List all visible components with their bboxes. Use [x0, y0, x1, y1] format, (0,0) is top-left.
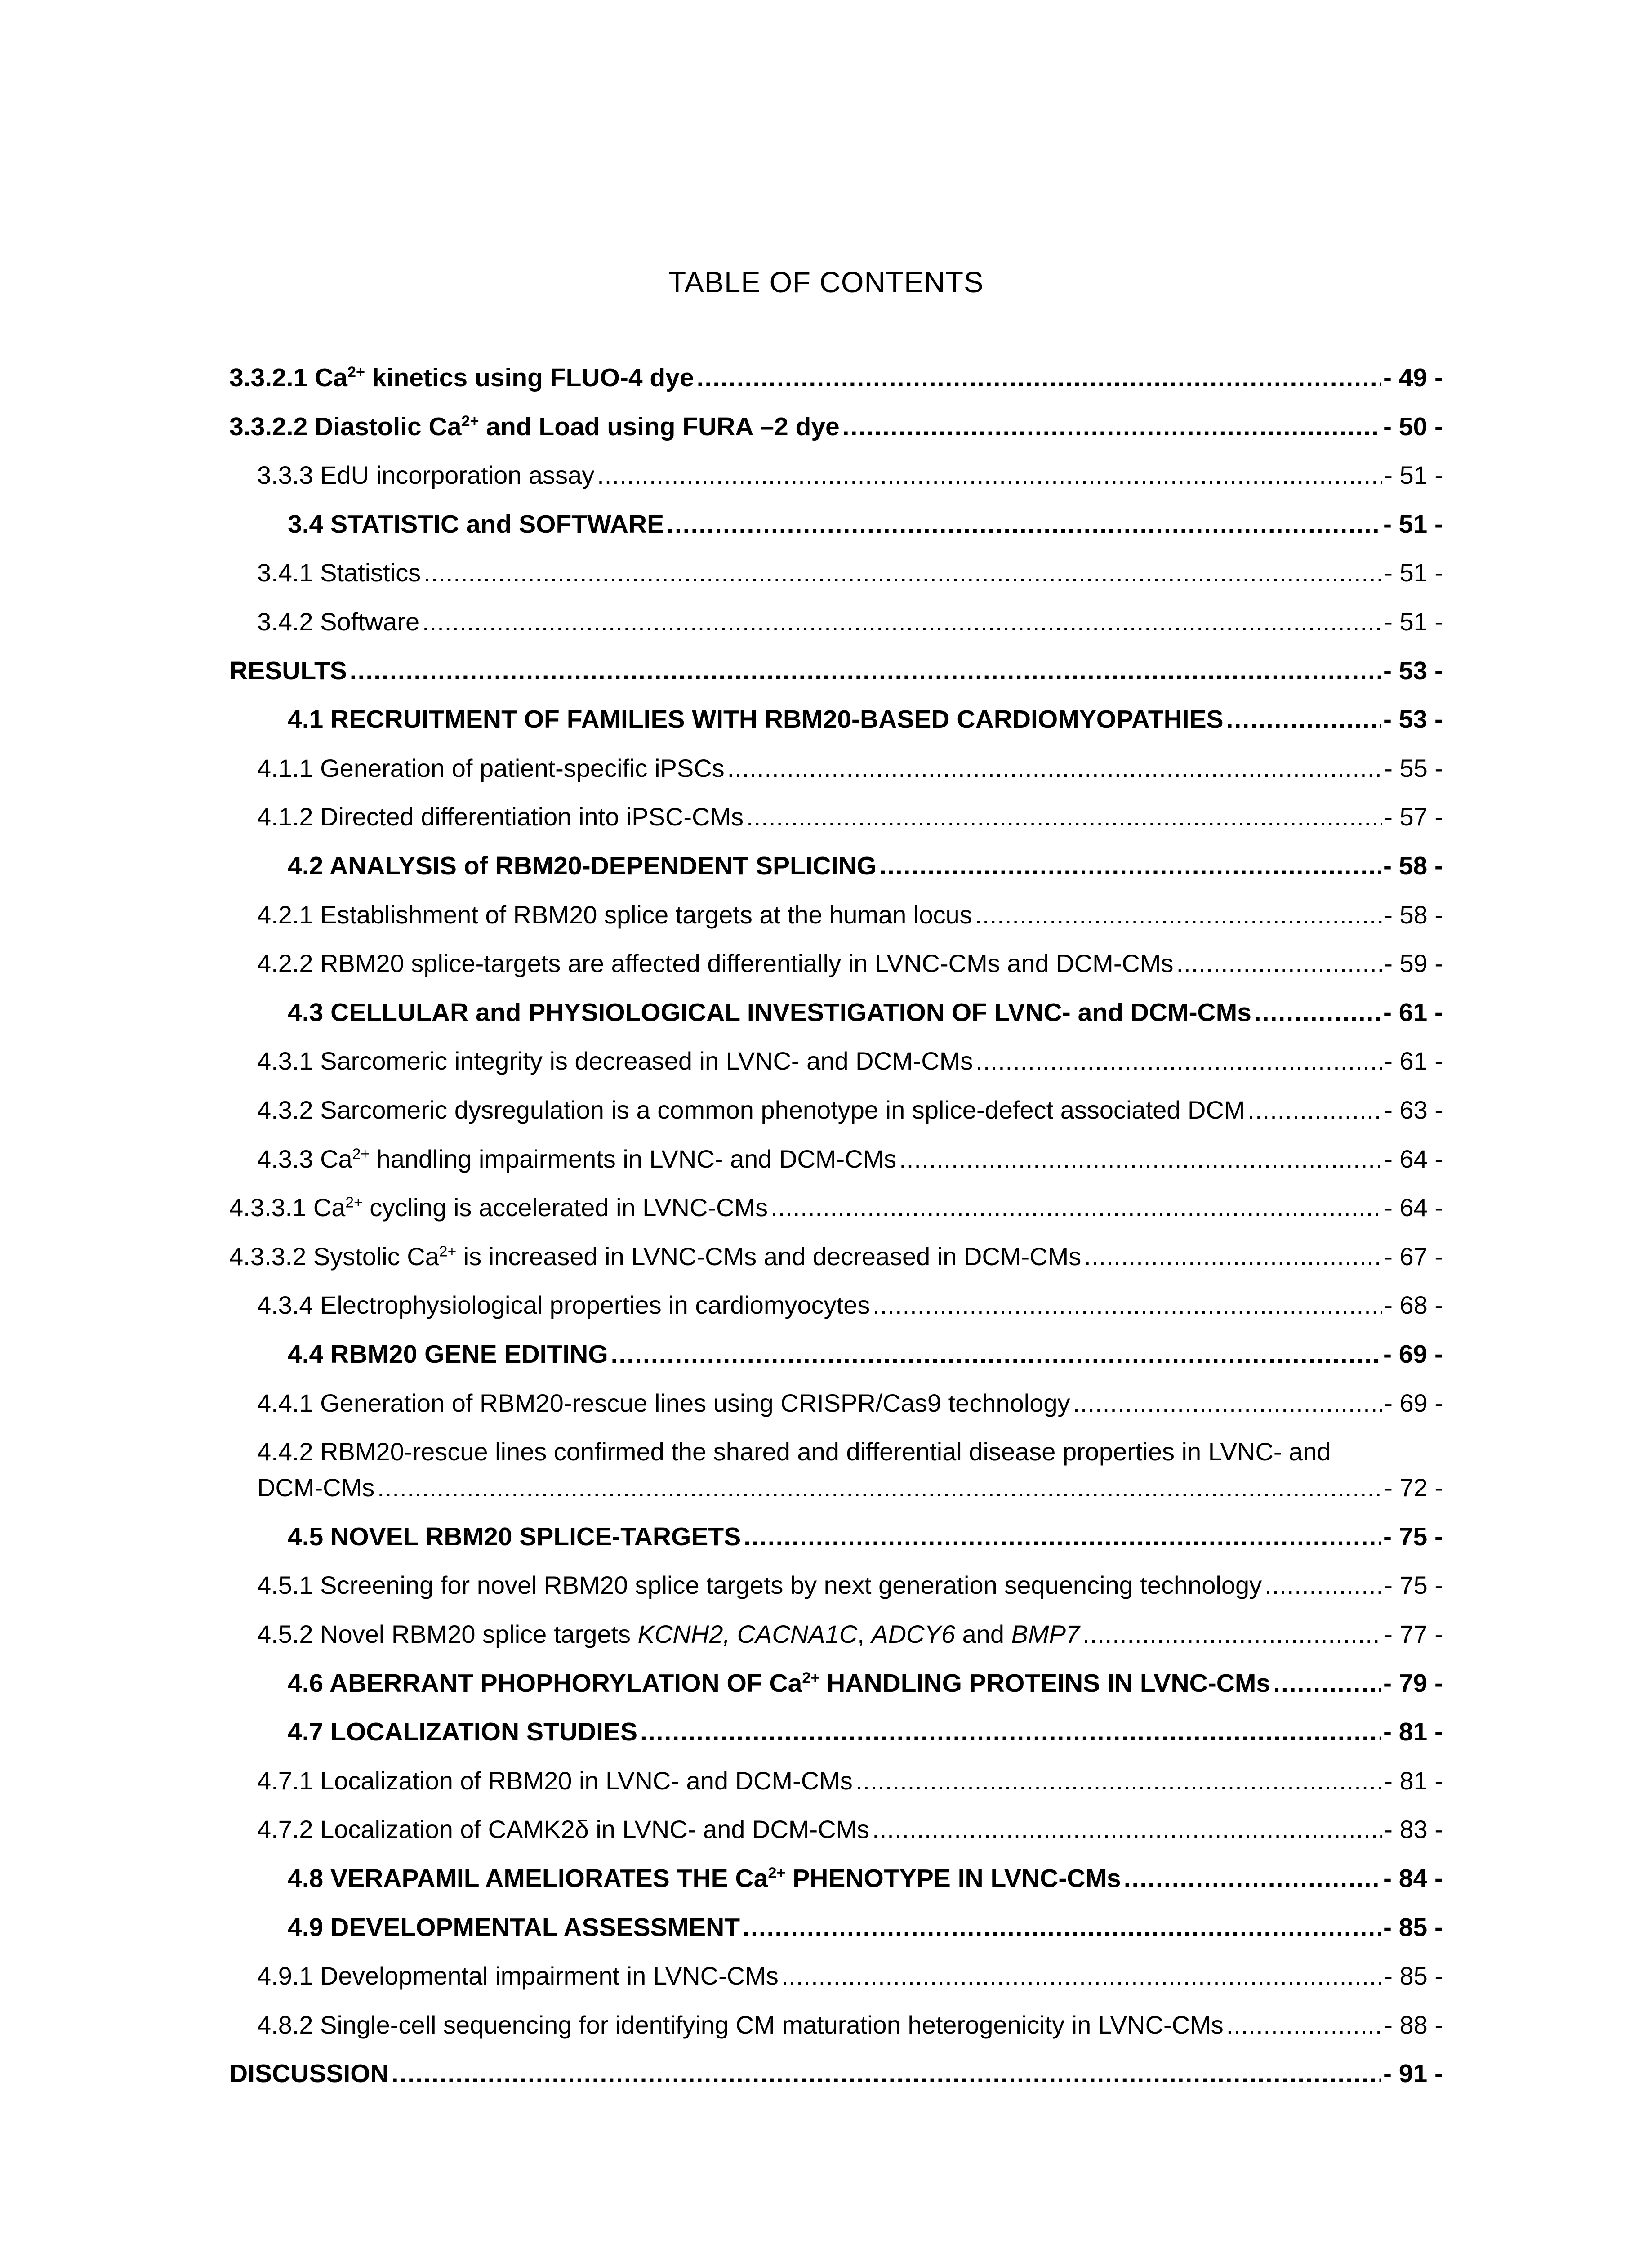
- toc-page-number: - 58 -: [1384, 900, 1443, 929]
- toc-entry[interactable]: [288, 1336, 1443, 1372]
- toc-page-number: - 69 -: [1384, 1388, 1443, 1417]
- toc-entry-label: [229, 360, 694, 396]
- toc-entry[interactable]: [257, 1763, 1443, 1799]
- superscript: 2+: [802, 1669, 820, 1686]
- toc-entry[interactable]: [257, 604, 1443, 640]
- toc-page-number: - 55 -: [1384, 754, 1443, 782]
- toc-entry-label: [257, 799, 744, 835]
- dot-leader: [1084, 1239, 1382, 1275]
- toc-entry-label: [288, 848, 877, 884]
- toc-entry-label: [257, 946, 1174, 981]
- label-text: 3.3.2.2 Diastolic Ca: [229, 412, 462, 441]
- label-text: 4.2 ANALYSIS of RBM20-DEPENDENT SPLICING: [288, 852, 877, 880]
- toc-entry-label: [288, 1909, 740, 1945]
- toc-entry[interactable]: [288, 1860, 1443, 1896]
- label-text: PHENOTYPE IN LVNC-CMs: [785, 1864, 1121, 1893]
- label-text: 3.3.3 EdU incorporation assay: [257, 461, 595, 490]
- label-text: 4.1.2 Directed differentiation into iPSC-CMs: [257, 803, 744, 831]
- toc-page-number: - 75 -: [1383, 1522, 1443, 1551]
- toc-page-number: - 50 -: [1383, 412, 1443, 441]
- label-text: 4.4.1 Generation of RBM20-rescue lines using CRISPR/Cas9 technology: [257, 1388, 1070, 1417]
- toc-entry-label: [229, 409, 840, 445]
- superscript: 2+: [461, 412, 479, 430]
- label-text: kinetics using FLUO-4 dye: [365, 363, 694, 392]
- superscript: 2+: [347, 364, 365, 381]
- toc-entry[interactable]: [288, 506, 1443, 542]
- toc-entry-label: 4.4.2 RBM20-rescue lines confirmed the shared and differential disease properties in LVNC- and: [257, 1437, 1331, 1466]
- dot-leader: [727, 750, 1383, 786]
- dot-leader: [855, 1763, 1382, 1799]
- toc-entry-label: [288, 1519, 741, 1555]
- dot-leader: [640, 1714, 1381, 1750]
- label-text: 4.9.1 Developmental impairment in LVNC-CMs: [257, 1962, 779, 1990]
- dot-leader: [423, 555, 1382, 591]
- toc-page-number: - 51 -: [1384, 558, 1443, 587]
- toc-page-number: - 81 -: [1383, 1717, 1443, 1747]
- toc-page-number: - 51 -: [1383, 509, 1443, 539]
- toc-page-number: - 81 -: [1384, 1766, 1443, 1795]
- toc-entry-label: [288, 1665, 1270, 1701]
- superscript: 2+: [345, 1194, 363, 1211]
- label-text: 4.8.2 Single-cell sequencing for identifying CM maturation heterogenicity in LVNC-CMs: [257, 2010, 1224, 2039]
- dot-leader: [743, 1909, 1381, 1945]
- dot-leader: [975, 1043, 1382, 1079]
- label-text: 4.1.1 Generation of patient-specific iPSCs: [257, 754, 725, 782]
- dot-leader: [975, 897, 1383, 933]
- label-text: handling impairments in LVNC- and DCM-CMs: [370, 1144, 897, 1173]
- toc-entry-label: [288, 1336, 608, 1372]
- dot-leader: [350, 653, 1381, 689]
- toc-entry-label: [257, 1141, 896, 1177]
- dot-leader: [1124, 1860, 1381, 1896]
- toc-entry[interactable]: [257, 1434, 1443, 1506]
- toc-entry[interactable]: [257, 1567, 1443, 1603]
- toc-page-number: - 53 -: [1383, 705, 1443, 734]
- label-text: HANDLING PROTEINS IN LVNC-CMs: [819, 1668, 1271, 1698]
- toc-page-number: - 61 -: [1383, 998, 1443, 1027]
- toc-entry[interactable]: [229, 2056, 1443, 2092]
- toc-page-number: - 79 -: [1383, 1668, 1443, 1698]
- label-text: 3.4.1 Statistics: [257, 558, 421, 587]
- superscript: 2+: [352, 1145, 370, 1162]
- toc-entry-label: [288, 506, 664, 542]
- toc-entry[interactable]: [288, 701, 1443, 737]
- dot-leader: [744, 1519, 1381, 1555]
- toc-page-number: - 68 -: [1384, 1291, 1443, 1320]
- toc-entry-label-continued: DCM-CMs: [257, 1473, 375, 1502]
- toc-entry[interactable]: [257, 897, 1443, 933]
- toc-entry-label: [257, 1567, 1262, 1603]
- toc-entry-label: [229, 653, 347, 689]
- dot-leader: [1265, 1567, 1382, 1603]
- toc-page-number: - 88 -: [1384, 2010, 1443, 2039]
- toc-entry-label: [257, 555, 421, 591]
- label-text: 4.5.2 Novel RBM20 splice targets: [257, 1620, 638, 1648]
- toc-entry-label: [257, 1616, 1080, 1652]
- label-text: 4.2.1 Establishment of RBM20 splice targets at the human locus: [257, 900, 972, 929]
- dot-leader: [1248, 1092, 1383, 1128]
- superscript: 2+: [439, 1243, 457, 1260]
- label-text: cycling is accelerated in LVNC-CMs: [362, 1193, 768, 1222]
- toc-page-number: - 58 -: [1383, 852, 1443, 880]
- toc-page-number: - 53 -: [1383, 656, 1443, 685]
- toc-entry[interactable]: [257, 946, 1443, 981]
- toc-page-number: - 49 -: [1383, 363, 1443, 392]
- toc-page-number: - 51 -: [1384, 607, 1443, 636]
- toc-entry-label: [257, 750, 725, 786]
- dot-leader: [781, 1958, 1382, 1994]
- page-title: TABLE OF CONTENTS: [668, 266, 984, 299]
- dot-leader: [697, 360, 1381, 396]
- toc-entry[interactable]: [257, 1287, 1443, 1323]
- label-text: 4.3 CELLULAR and PHYSIOLOGICAL INVESTIGATION OF LVNC- and DCM-CMs: [288, 998, 1251, 1027]
- toc-entry-label: [257, 1043, 973, 1079]
- dot-leader: [1176, 946, 1383, 981]
- toc-page-number: - 51 -: [1384, 461, 1443, 490]
- label-text: is increased in LVNC-CMs and decreased in DCM-CMs: [456, 1242, 1082, 1271]
- toc-entry-label: [257, 1811, 869, 1847]
- label-text: 4.3.3.1 Ca: [229, 1193, 346, 1222]
- toc-page-number: - 91 -: [1383, 2059, 1443, 2088]
- dot-leader: [879, 848, 1381, 884]
- toc-page-number: - 64 -: [1384, 1193, 1443, 1222]
- dot-leader: [842, 409, 1381, 445]
- toc-entry[interactable]: [229, 1239, 1443, 1275]
- toc-entry[interactable]: [257, 1141, 1443, 1177]
- toc-entry[interactable]: [229, 1190, 1443, 1226]
- label-text: 3.4 STATISTIC and SOFTWARE: [288, 509, 664, 539]
- italic-text: KCNH2, CACNA1C: [637, 1620, 858, 1648]
- toc-page-number: - 72 -: [1384, 1473, 1443, 1502]
- toc-entry[interactable]: [257, 457, 1443, 493]
- dot-leader: [872, 1811, 1382, 1847]
- toc-entry[interactable]: [257, 555, 1443, 591]
- toc-entry-label: [257, 604, 419, 640]
- dot-leader: [392, 2056, 1381, 2092]
- dot-leader: [1273, 1665, 1381, 1701]
- label-text: 4.3.3.2 Systolic Ca: [229, 1242, 439, 1271]
- toc-entry[interactable]: [257, 750, 1443, 786]
- toc-entry-label: [257, 2007, 1224, 2043]
- toc-entry-label: [257, 1763, 853, 1799]
- toc-entry[interactable]: [257, 1958, 1443, 1994]
- toc-page-number: - 85 -: [1384, 1962, 1443, 1990]
- label-text: 4.5 NOVEL RBM20 SPLICE-TARGETS: [288, 1522, 741, 1551]
- toc-entry[interactable]: [257, 1616, 1443, 1652]
- label-text: DISCUSSION: [229, 2059, 389, 2088]
- toc-entry-label: [229, 2056, 389, 2092]
- toc-entry[interactable]: [288, 995, 1443, 1030]
- dot-leader: [1226, 2007, 1383, 2043]
- toc-entry-label: [257, 457, 594, 493]
- toc-page-number: - 64 -: [1384, 1144, 1443, 1173]
- label-text: 4.3.1 Sarcomeric integrity is decreased in LVNC- and DCM-CMs: [257, 1047, 973, 1075]
- dot-leader: [899, 1141, 1382, 1177]
- toc-entry[interactable]: [229, 360, 1443, 396]
- toc-page-number: - 63 -: [1384, 1096, 1443, 1124]
- toc-entry[interactable]: [257, 1811, 1443, 1847]
- dot-leader: [611, 1336, 1381, 1372]
- dot-leader: [422, 604, 1382, 640]
- dot-leader: [1226, 701, 1381, 737]
- label-text: 4.7 LOCALIZATION STUDIES: [288, 1717, 637, 1747]
- label-text: 4.6 ABERRANT PHOPHORYLATION OF Ca: [288, 1668, 802, 1698]
- dot-leader: [1082, 1616, 1382, 1652]
- label-text: 4.9 DEVELOPMENTAL ASSESSMENT: [288, 1913, 740, 1942]
- toc-entry-label: [288, 995, 1251, 1030]
- label-text: 3.4.2 Software: [257, 607, 420, 636]
- toc-entry[interactable]: [288, 1519, 1443, 1555]
- toc-entry[interactable]: [257, 1385, 1443, 1421]
- toc-entry[interactable]: [257, 799, 1443, 835]
- toc-page-number: - 61 -: [1384, 1047, 1443, 1075]
- label-text: 4.3.2 Sarcomeric dysregulation is a common phenotype in splice-defect associated DCM: [257, 1096, 1245, 1124]
- label-text: 4.2.2 RBM20 splice-targets are affected differentially in LVNC-CMs and DCM-CMs: [257, 949, 1174, 978]
- toc-entry[interactable]: [229, 409, 1443, 445]
- toc-entry-label: [229, 1190, 768, 1226]
- dot-leader: [770, 1190, 1382, 1226]
- toc-entry[interactable]: [288, 1714, 1443, 1750]
- toc-page-number: - 75 -: [1384, 1571, 1443, 1600]
- label-text: 4.4 RBM20 GENE EDITING: [288, 1340, 608, 1369]
- label-text: and Load using FURA –2 dye: [479, 412, 840, 441]
- label-text: 4.8 VERAPAMIL AMELIORATES THE Ca: [288, 1864, 768, 1893]
- toc-entry[interactable]: [257, 1092, 1443, 1128]
- toc-page-number: - 69 -: [1383, 1340, 1443, 1369]
- toc-page-number: - 57 -: [1384, 803, 1443, 831]
- toc-entry[interactable]: [257, 2007, 1443, 2043]
- label-text: 4.7.2 Localization of CAMK2δ in LVNC- and DCM-CMs: [257, 1815, 870, 1844]
- label-text: and: [955, 1620, 1011, 1648]
- label-text: 4.3.3 Ca: [257, 1144, 352, 1173]
- italic-text: BMP7: [1011, 1620, 1080, 1648]
- toc-page-number: - 59 -: [1384, 949, 1443, 978]
- italic-text: ADCY6: [871, 1620, 956, 1648]
- dot-leader: [377, 1470, 1382, 1506]
- label-text: 3.3.2.1 Ca: [229, 363, 348, 392]
- dot-leader: [873, 1287, 1382, 1323]
- toc-entry[interactable]: [257, 1043, 1443, 1079]
- toc-entry-label: [257, 1287, 870, 1323]
- toc-entry-label: [288, 1860, 1121, 1896]
- toc-entry[interactable]: [288, 1909, 1443, 1945]
- toc-page-number: - 77 -: [1384, 1620, 1443, 1648]
- dot-leader: [1254, 995, 1381, 1030]
- toc-entry[interactable]: [288, 848, 1443, 884]
- toc-entry[interactable]: [288, 1665, 1443, 1701]
- label-text: 4.5.1 Screening for novel RBM20 splice targets by next generation sequencing technology: [257, 1571, 1262, 1600]
- toc-entry-label: [229, 1239, 1081, 1275]
- dot-leader: [1073, 1385, 1383, 1421]
- label-text: RESULTS: [229, 656, 347, 685]
- label-text: 4.3.4 Electrophysiological properties in cardiomyocytes: [257, 1291, 870, 1320]
- toc-entry-label: [288, 1714, 637, 1750]
- label-text: ,: [857, 1620, 872, 1648]
- toc-page-number: - 67 -: [1384, 1242, 1443, 1271]
- toc-entry-label: [257, 897, 972, 933]
- toc-page-number: - 84 -: [1383, 1864, 1443, 1893]
- toc-entry[interactable]: [229, 653, 1443, 689]
- toc-entry-label: [288, 701, 1224, 737]
- dot-leader: [667, 506, 1381, 542]
- toc-entry-label: [257, 1958, 779, 1994]
- toc-entry-label: [257, 1385, 1070, 1421]
- dot-leader: [746, 799, 1382, 835]
- toc-entry-label: [257, 1092, 1245, 1128]
- dot-leader: [597, 457, 1382, 493]
- label-text: 4.7.1 Localization of RBM20 in LVNC- and DCM-CMs: [257, 1766, 853, 1795]
- label-text: 4.1 RECRUITMENT OF FAMILIES WITH RBM20-BASED CARDIOMYOPATHIES: [288, 705, 1224, 734]
- superscript: 2+: [768, 1864, 786, 1882]
- toc-page-number: - 85 -: [1383, 1913, 1443, 1942]
- toc-page-number: - 83 -: [1384, 1815, 1443, 1844]
